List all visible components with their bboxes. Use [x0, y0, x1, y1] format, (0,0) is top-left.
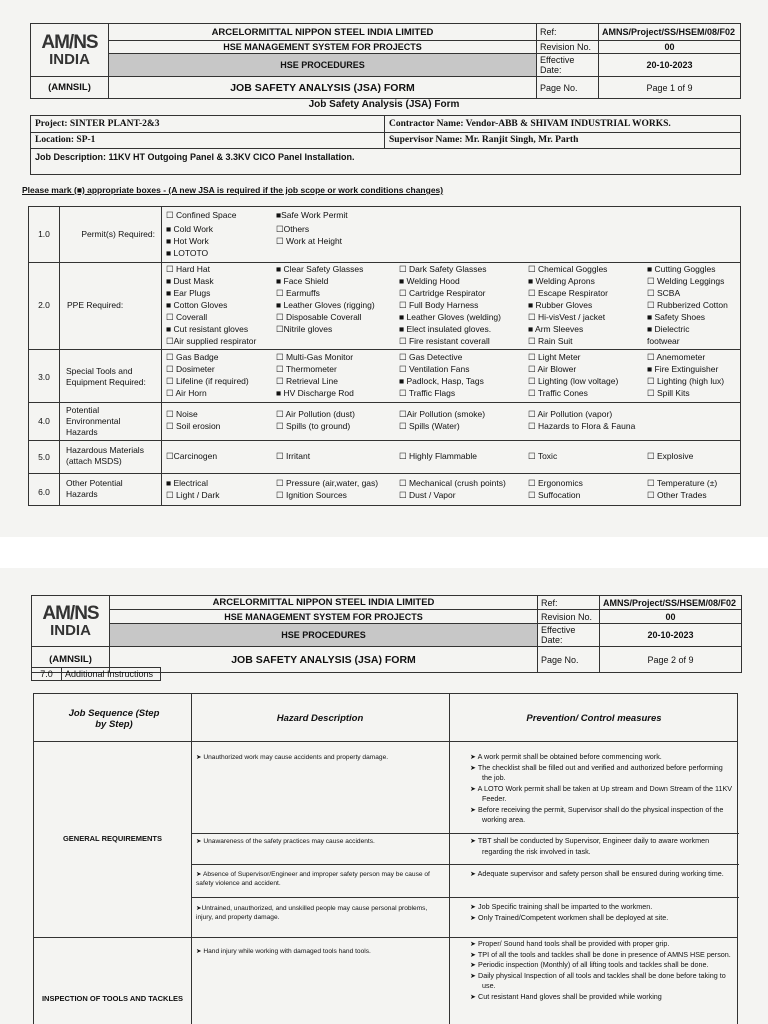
tool-option[interactable]: ☐ Lighting (low voltage) — [528, 376, 619, 386]
divider — [449, 694, 450, 1024]
hazmat-option[interactable]: ☐ Highly Flammable — [399, 451, 478, 461]
tool-option[interactable]: ☐ Light Meter — [528, 352, 581, 362]
page-label: Page No. — [537, 77, 599, 99]
divider — [191, 897, 739, 898]
ppe-option[interactable]: ☐Air supplied respirator — [166, 336, 257, 346]
column-header-control: Prevention/ Control measures — [526, 713, 662, 724]
control-item: ➤ Cut resistant Hand gloves shall be provided while working — [470, 991, 662, 1001]
company-name: ARCELORMITTAL NIPPON STEEL INDIA LIMITED — [109, 24, 537, 41]
system-name: HSE MANAGEMENT SYSTEM FOR PROJECTS — [109, 41, 537, 54]
page-number: Page 2 of 9 — [600, 647, 742, 673]
ppe-option[interactable]: ■ Welding Hood — [399, 276, 460, 286]
ppe-option[interactable]: ■ Dust Mask — [166, 276, 214, 286]
permit-option[interactable]: ■Safe Work Permit — [276, 210, 348, 220]
ppe-option[interactable]: ☐ Earmuffs — [276, 288, 320, 298]
hazard-item: ➤ Unauthorized work may cause accidents and property damage. — [196, 754, 389, 761]
effective-date-value: 20-10-2023 — [599, 54, 741, 77]
divider — [31, 132, 740, 133]
ppe-option[interactable]: ■ Welding Aprons — [528, 276, 595, 286]
control-item: ➤ A LOTO Work permit shall be taken at Up stream and Down Stream of the 11KV Feeder. — [470, 783, 733, 803]
ref-value: AMNS/Project/SS/HSEM/08/F02 — [600, 596, 742, 610]
ref-label: Ref: — [537, 24, 599, 41]
control-group — [470, 752, 734, 826]
form-title: JOB SAFETY ANALYSIS (JSA) FORM — [109, 77, 537, 99]
divider — [191, 864, 739, 865]
permit-option[interactable]: ☐ Work at Height — [276, 236, 343, 246]
ppe-option[interactable]: ■ Face Shield — [276, 276, 329, 286]
section-label: PPE Required: — [67, 300, 124, 310]
tool-option[interactable]: ■ Fire Extinguisher — [647, 364, 719, 374]
ppe-option[interactable]: ☐ Disposable Coverall — [276, 312, 362, 322]
hazmat-option[interactable]: ☐ Irritant — [276, 451, 311, 461]
other-hazard-option[interactable]: ☐ Other Trades — [647, 490, 707, 500]
divider — [34, 741, 737, 742]
ppe-option[interactable]: ■ Clear Safety Glasses — [276, 264, 364, 274]
hazard-item: ➤ Unawareness of the safety practices may cause accidents. — [196, 838, 375, 845]
control-item: ➤ Only Trained/Competent workmen shall be deployed at site. — [470, 912, 669, 922]
tool-option[interactable]: ☐ Traffic Cones — [528, 388, 588, 398]
ppe-option[interactable]: ■ Leather Gloves (welding) — [399, 312, 501, 322]
control-item: ➤ TBT shall be conducted by Supervisor, Engineer daily to aware workmen regarding the risk involved in task. — [470, 836, 710, 856]
env-hazard-option[interactable]: ☐ Air Pollution (dust) — [276, 409, 355, 419]
control-item: ➤ TPI of all the tools and tackles shall be done in presence of AMNS HSE person. — [470, 949, 731, 959]
divider — [59, 207, 60, 505]
control-group — [470, 836, 734, 857]
effective-date-label: Effective Date: — [537, 54, 599, 77]
tool-option[interactable]: ☐ Gas Badge — [166, 352, 219, 362]
location-field: Location: SP-1 — [35, 135, 96, 145]
column-header-hazard: Hazard Description — [276, 713, 364, 724]
section-label: Special Tools and Equipment Required: — [66, 366, 146, 387]
revision-label: Revision No. — [537, 41, 599, 54]
procedures-label: HSE PROCEDURES — [109, 54, 537, 77]
ppe-option[interactable]: ■ Leather Gloves (rigging) — [276, 300, 375, 310]
revision-label: Revision No. — [538, 610, 600, 624]
tool-option[interactable]: ☐ Air Horn — [166, 388, 207, 398]
procedures-label: HSE PROCEDURES — [110, 624, 538, 647]
control-group — [470, 902, 734, 923]
ppe-option[interactable]: ☐ Rubberized Cotton — [647, 300, 728, 310]
tool-option[interactable]: ☐ Spill Kits — [647, 388, 690, 398]
control-item: ➤ Before receiving the permit, Supervisor shall do the physical inspection of the working area. — [470, 804, 724, 824]
logo-amns: AM/NS — [42, 603, 99, 624]
control-group — [470, 869, 734, 880]
control-item: ➤ Job Specific training shall be imparted to the workmen. — [470, 902, 653, 911]
document-header — [30, 23, 741, 99]
tool-option[interactable]: ☐ Gas Detective — [399, 352, 463, 362]
tool-option[interactable]: ☐ Traffic Flags — [399, 388, 456, 398]
company-logo — [31, 24, 109, 77]
hazard-item: ➤ Absence of Supervisor/Engineer and improper safety person may be cause of safety violence and accident. — [196, 871, 430, 887]
hazmat-option[interactable]: ☐Carcinogen — [166, 451, 218, 461]
tool-option[interactable]: ☐ Thermometer — [276, 364, 337, 374]
control-item: ➤ The checklist shall be filled out and verified and authorized before performing the job. — [470, 762, 723, 782]
company-logo — [32, 596, 110, 647]
section-number: 7.0 — [32, 668, 62, 681]
additional-instructions-row — [31, 667, 161, 681]
tool-option[interactable]: ☐ Anemometer — [647, 352, 706, 362]
section-label: Permit(s) Required: — [81, 229, 155, 239]
tool-option[interactable]: ☐ Dosimeter — [166, 364, 215, 374]
ppe-option[interactable]: ☐ SCBA — [647, 288, 681, 298]
ppe-option[interactable]: ☐ Hi-visVest / jacket — [528, 312, 606, 322]
env-hazard-option[interactable]: ☐ Air Pollution (vapor) — [528, 409, 613, 419]
control-item: ➤ Periodic inspection (Monthly) of all lifting tools and tackles shall be done. — [470, 960, 709, 969]
checklist-table — [28, 206, 741, 506]
step-general-requirements: GENERAL REQUIREMENTS — [62, 834, 163, 843]
ppe-option[interactable]: ☐ Chemical Goggles — [528, 264, 608, 274]
section-label: Potential Environmental Hazards — [66, 405, 121, 437]
column-header-job-sequence: Job Sequence (Step by Step) — [68, 708, 160, 730]
section-number: 5.0 — [38, 452, 50, 462]
ppe-option[interactable]: ☐ Rain Suit — [528, 336, 573, 346]
logo-amns: AM/NS — [41, 32, 98, 53]
section-label: Other Potential Hazards — [66, 478, 123, 499]
section-number: 3.0 — [38, 372, 50, 382]
divider — [384, 116, 385, 148]
logo-india: INDIA — [50, 622, 91, 639]
ppe-option[interactable]: ■ Safety Shoes — [647, 312, 706, 322]
ppe-option[interactable]: ■ Rubber Gloves — [528, 300, 593, 310]
ppe-option[interactable]: ☐ Cartridge Respirator — [399, 288, 486, 298]
form-heading: Job Safety Analysis (JSA) Form — [308, 99, 460, 110]
ppe-option[interactable]: ■ Cotton Gloves — [166, 300, 228, 310]
divider — [29, 402, 740, 403]
other-hazard-option[interactable]: ☐ Mechanical (crush points) — [399, 478, 506, 488]
control-group — [470, 939, 734, 1002]
hazmat-option[interactable]: ☐ Toxic — [528, 451, 558, 461]
hazard-item: ➤Untrained, unauthorized, and unskilled people may cause personal problems, injury, and property damage. — [196, 905, 428, 921]
divider — [29, 473, 740, 474]
other-hazard-option[interactable]: ☐ Pressure (air,water, gas) — [276, 478, 379, 488]
tool-option[interactable]: ☐ Air Blower — [528, 364, 577, 374]
divider — [34, 937, 737, 938]
ppe-option[interactable]: ■ Elect insulated gloves. — [399, 324, 492, 334]
other-hazard-option[interactable]: ☐ Dust / Vapor — [399, 490, 456, 500]
tool-option[interactable]: ☐ Lighting (high lux) — [647, 376, 725, 386]
project-info-box — [30, 115, 741, 175]
ppe-option[interactable]: ☐ Hard Hat — [166, 264, 210, 274]
permit-option[interactable]: ☐ Confined Space — [166, 210, 237, 220]
other-hazard-option[interactable]: ■ Electrical — [166, 478, 208, 488]
other-hazard-option[interactable]: ☐ Light / Dark — [166, 490, 220, 500]
page-number: Page 1 of 9 — [599, 77, 741, 99]
ppe-option[interactable]: ☐ Coverall — [166, 312, 208, 322]
section-number: 2.0 — [38, 300, 50, 310]
control-item: ➤ Daily physical Inspection of all tools and tackles shall be done before taking to use. — [470, 970, 726, 990]
divider — [29, 440, 740, 441]
env-hazard-option[interactable]: ☐ Spills (Water) — [399, 421, 460, 431]
permit-option[interactable]: ■ Cold Work — [166, 224, 214, 234]
logo-amnsil: (AMNSIL) — [31, 77, 109, 99]
tool-option[interactable]: ☐ Ventilation Fans — [399, 364, 470, 374]
other-hazard-option[interactable]: ☐ Ergonomics — [528, 478, 583, 488]
env-hazard-option[interactable]: ☐ Hazards to Flora & Fauna — [528, 421, 636, 431]
ppe-option[interactable]: ☐ Escape Respirator — [528, 288, 608, 298]
divider — [29, 349, 740, 350]
ppe-option[interactable]: ■ Arm Sleeves — [528, 324, 584, 334]
section-number: 4.0 — [38, 416, 50, 426]
permit-option[interactable]: ■ Hot Work — [166, 236, 209, 246]
divider — [31, 148, 740, 149]
effective-date-label: Effective Date: — [538, 624, 600, 647]
marking-instruction: Please mark (■) appropriate boxes - (A new JSA is required if the job scope or work conditions changes) — [22, 185, 444, 195]
job-description-field: Job Description: 11KV HT Outgoing Panel & 3.3KV CICO Panel Installation. — [35, 152, 355, 162]
ppe-option[interactable]: ☐ Full Body Harness — [399, 300, 479, 310]
section-number: 1.0 — [38, 229, 50, 239]
control-item: ➤ Adequate supervisor and safety person shall be ensured during working time. — [470, 869, 724, 878]
ppe-option[interactable]: ☐ Fire resistant coverall — [399, 336, 490, 346]
divider — [191, 694, 192, 1024]
contractor-field: Contractor Name: Vendor-ABB & SHIVAM INDUSTRIAL WORKS. — [389, 119, 671, 129]
ppe-option[interactable]: ☐ Dark Safety Glasses — [399, 264, 487, 274]
ppe-option[interactable]: ☐Nitrile gloves — [276, 324, 333, 334]
other-hazard-option[interactable]: ☐ Suffocation — [528, 490, 581, 500]
other-hazard-option[interactable]: ☐ Ignition Sources — [276, 490, 347, 500]
ppe-option-continued: footwear — [647, 336, 680, 346]
env-hazard-option[interactable]: ☐ Noise — [166, 409, 198, 419]
control-item: ➤ Proper/ Sound hand tools shall be provided with proper grip. — [470, 939, 670, 948]
ref-value: AMNS/Project/SS/HSEM/08/F02 — [599, 24, 741, 41]
additional-instructions-label: Additional Instructions — [62, 668, 161, 681]
project-field: Project: SINTER PLANT-2&3 — [35, 119, 160, 129]
effective-date-value: 20-10-2023 — [600, 624, 742, 647]
permit-option[interactable]: ☐Others — [276, 224, 310, 234]
env-hazard-option[interactable]: ☐Air Pollution (smoke) — [399, 409, 486, 419]
tool-option[interactable]: ☐ Multi-Gas Monitor — [276, 352, 354, 362]
ppe-option[interactable]: ■ Cut resistant gloves — [166, 324, 249, 334]
other-hazard-option[interactable]: ☐ Temperature (±) — [647, 478, 718, 488]
ppe-option[interactable]: ■ Ear Plugs — [166, 288, 211, 298]
tool-option[interactable]: ■ HV Discharge Rod — [276, 388, 354, 398]
revision-value: 00 — [600, 610, 742, 624]
step-inspection-tools: INSPECTION OF TOOLS AND TACKLES — [41, 994, 184, 1003]
form-title: JOB SAFETY ANALYSIS (JSA) FORM — [110, 647, 538, 673]
company-name: ARCELORMITTAL NIPPON STEEL INDIA LIMITED — [110, 596, 538, 610]
page-label: Page No. — [538, 647, 600, 673]
ref-label: Ref: — [538, 596, 600, 610]
tool-option[interactable]: ☐ Retrieval Line — [276, 376, 338, 386]
hazmat-option[interactable]: ☐ Explosive — [647, 451, 694, 461]
control-item: ➤ A work permit shall be obtained before commencing work. — [470, 752, 662, 761]
document-header — [31, 595, 742, 673]
env-hazard-option[interactable]: ☐ Soil erosion — [166, 421, 221, 431]
ppe-option[interactable]: ■ Cutting Goggles — [647, 264, 716, 274]
tool-option[interactable]: ■ Padlock, Hasp, Tags — [399, 376, 484, 386]
divider — [29, 262, 740, 263]
section-number: 6.0 — [38, 487, 50, 497]
tool-option[interactable]: ☐ Lifeline (if required) — [166, 376, 249, 386]
logo-india: INDIA — [49, 51, 90, 68]
divider — [191, 833, 739, 834]
revision-value: 00 — [599, 41, 741, 54]
system-name: HSE MANAGEMENT SYSTEM FOR PROJECTS — [110, 610, 538, 624]
section-label: Hazardous Materials (attach MSDS) — [66, 445, 144, 466]
permit-option[interactable]: ■ LOTOTO — [166, 248, 209, 258]
logo-amnsil: (AMNSIL) — [32, 647, 110, 673]
ppe-option[interactable]: ☐ Welding Leggings — [647, 276, 725, 286]
supervisor-field: Supervisor Name: Mr. Ranjit Singh, Mr. Parth — [389, 135, 579, 145]
page-gap — [0, 537, 768, 568]
env-hazard-option[interactable]: ☐ Spills (to ground) — [276, 421, 351, 431]
ppe-option[interactable]: ■ Dielectric — [647, 324, 690, 334]
hazard-item: ➤ Hand injury while working with damaged tools hand tools. — [196, 948, 371, 955]
jsa-table — [33, 693, 738, 1024]
